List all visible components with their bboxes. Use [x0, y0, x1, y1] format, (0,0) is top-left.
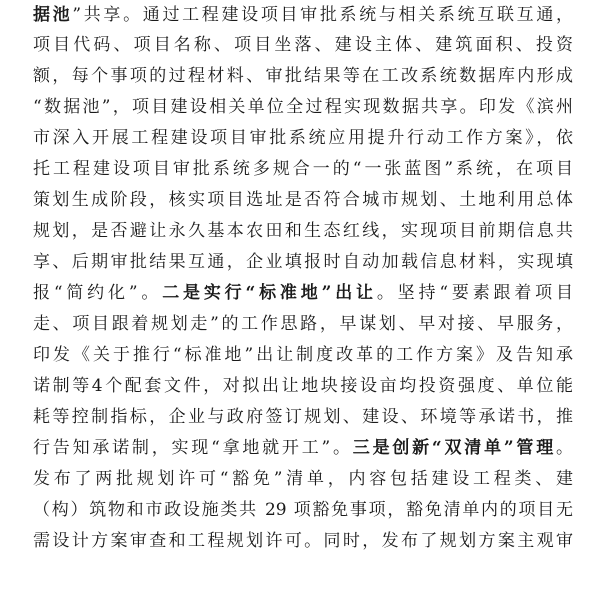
bold-text-run: 三是创新“双清单”管理 [352, 438, 556, 458]
text-run: 耗等控制指标，企业与政府签订规划、建设、环境等承诺书，推 [33, 407, 573, 427]
text-run: 报“简约化”。 [33, 283, 163, 303]
text-run: 规划，是否避让永久基本农田和生态红线，实现项目前期信息共 [33, 221, 573, 241]
text-line [33, 402, 573, 432]
text-run: 印发《关于推行“标准地”出让制度改革的工作方案》及告知承 [33, 345, 573, 365]
text-run: 额，每个事项的过程材料、审批结果等在工改系统数据库内形成 [33, 66, 573, 86]
text-run: ”共享。通过工程建设项目审批系统与相关系统互联互通， [72, 5, 573, 25]
text-run: 需设计方案审查和工程规划许可。同时，发布了规划方案主观审 [33, 531, 573, 551]
text-run: （构）筑物和市政设施类共 29 项豁免事项，豁免清单内的项目无 [33, 500, 573, 520]
text-line [33, 278, 573, 308]
text-line [33, 247, 573, 277]
text-line [33, 154, 573, 184]
text-line [33, 309, 573, 339]
text-line [33, 92, 573, 122]
text-run: 享、后期审批结果互通，企业填报时自动加载信息材料，实现填 [33, 252, 573, 272]
text-line [33, 123, 573, 153]
text-line [33, 371, 573, 401]
text-line [33, 216, 573, 246]
text-run: 走、项目跟着规划走”的工作思路，早谋划、早对接、早服务， [33, 314, 573, 334]
bold-text-run: 据池 [33, 5, 73, 25]
text-run: 诺制等4个配套文件，对拟出让地块接设亩均投资强度、单位能 [33, 376, 573, 396]
text-line [33, 0, 573, 30]
text-run: “数据池”，项目建设相关单位全过程实现数据共享。印发《滨州 [33, 97, 573, 117]
text-line [33, 61, 573, 91]
text-line [33, 340, 573, 370]
text-line [33, 464, 573, 494]
bold-text-run: 二是实行“标准地”出让 [162, 283, 377, 303]
text-run: 发布了两批规划许可“豁免”清单，内容包括建设工程类、建 [33, 469, 573, 489]
text-run: 行告知承诺制，实现“拿地就开工”。 [33, 438, 353, 458]
text-run: 。 [556, 438, 573, 458]
text-line [33, 30, 573, 60]
text-run: 项目代码、项目名称、项目坐落、建设主体、建筑面积、投资 [33, 35, 573, 55]
text-line [33, 526, 573, 556]
text-run: 托工程建设项目审批系统多规合一的“一张蓝图”系统，在项目 [33, 159, 573, 179]
text-line [33, 495, 573, 525]
text-line [33, 185, 573, 215]
text-line [33, 433, 573, 463]
text-run: 。坚持“要素跟着项目 [376, 283, 573, 303]
text-run: 市深入开展工程建设项目审批系统应用提升行动工作方案》，依 [33, 128, 573, 148]
text-run: 策划生成阶段，核实项目选址是否符合城市规划、土地利用总体 [33, 190, 573, 210]
